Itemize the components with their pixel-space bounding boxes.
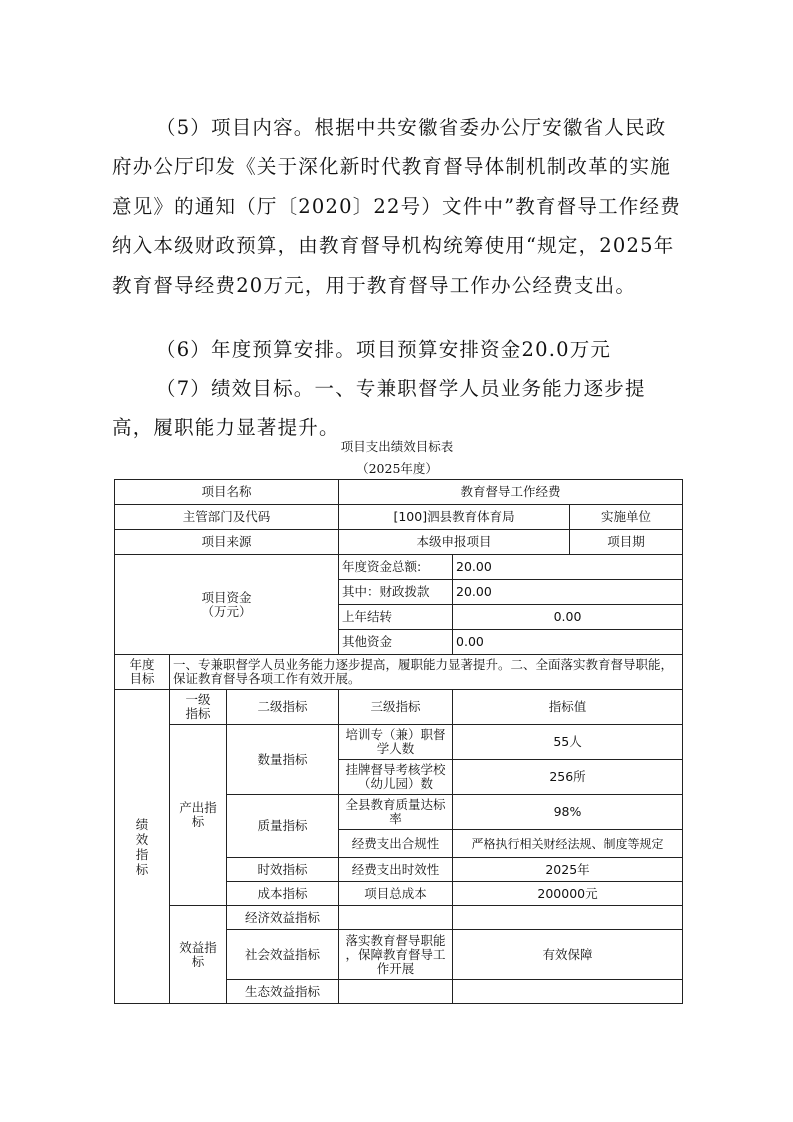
header-level3: 三级指标: [339, 690, 453, 725]
source-label: 项目来源: [115, 530, 339, 555]
economic-benefit-label: 经济效益指标: [227, 906, 339, 930]
funds-label: 项目资金 （万元）: [115, 555, 339, 655]
funds-total-value: 20.00: [453, 555, 683, 580]
social-benefit-label: 社会效益指标: [227, 930, 339, 980]
t1-value: 2025年: [453, 858, 683, 882]
annual-goal-text: 一、专兼职督学人员业务能力逐步提高，履职能力显著提升。二、全面落实教育督导职能，保证教育督导各项工作有效开展。: [170, 655, 683, 690]
funds-carryover-label: 上年结转: [339, 605, 453, 630]
table-row: [115, 906, 683, 930]
funds-fiscal-label: 其中：财政拨款: [339, 580, 453, 605]
ql2-name: 经费支出合规性: [339, 830, 453, 858]
header-level1: 一级 指标: [170, 690, 227, 725]
impl-unit-label: 实施单位: [570, 505, 683, 530]
dept-label: 主管部门及代码: [115, 505, 339, 530]
econ-empty: [339, 906, 453, 930]
s1-name: 落实教育督导职能 ，保障教育督导工 作开展: [339, 930, 453, 980]
table-subtitle: （2025年度）: [356, 461, 438, 476]
dept-value: [100]泗县教育体育局: [339, 505, 570, 530]
funds-total-label: 年度资金总额:: [339, 555, 453, 580]
s1-value: 有效保障: [453, 930, 683, 980]
table-row: [115, 655, 683, 690]
table-row: [115, 480, 683, 505]
econ-value-empty: [453, 906, 683, 930]
project-name-value: 教育督导工作经费: [339, 480, 683, 505]
c1-value: 200000元: [453, 882, 683, 906]
funds-carryover-value: 0.00: [453, 605, 683, 630]
indicator-group-cell: [115, 690, 170, 1004]
ql2-value: 严格执行相关财经法规、制度等规定: [453, 830, 683, 858]
cost-indicator-label: 成本指标: [227, 882, 339, 906]
q1-name: 培训专（兼）职督 学人数: [339, 725, 453, 760]
output-indicator-label: 产出指 标: [170, 725, 227, 906]
table-row: [115, 530, 683, 555]
paragraph-performance-goal: （7）绩效目标。一、专兼职督学人员业务能力逐步提高，履职能力显著提升。: [112, 377, 646, 440]
funds-other-label: 其他资金: [339, 630, 453, 655]
project-name-label: 项目名称: [115, 480, 339, 505]
header-level2: 二级指标: [227, 690, 339, 725]
ql1-name: 全县教育质量达标 率: [339, 795, 453, 830]
ql1-value: 98%: [453, 795, 683, 830]
paragraph-annual-budget: （6）年度预算安排。项目预算安排资金20.0万元: [156, 338, 612, 361]
table-row: [115, 725, 683, 760]
performance-target-table: [114, 479, 683, 1004]
indicator-group-label: 绩效指标: [135, 816, 149, 877]
table-row: [115, 505, 683, 530]
quantity-indicator-label: 数量指标: [227, 725, 339, 795]
table-title: 项目支出绩效目标表: [340, 439, 454, 454]
q2-name: 挂牌督导考核学校 （幼儿园）数: [339, 760, 453, 795]
benefit-indicator-label: 效益指 标: [170, 906, 227, 1004]
table-row: [115, 690, 683, 725]
source-value: 本级申报项目: [339, 530, 570, 555]
table-row: [115, 555, 683, 580]
paragraph-project-content: （5）项目内容。根据中共安徽省委办公厅安徽省人民政府办公厅印发《关于深化新时代教育督导体制机制改革的实施意见》的通知（厅〔2020〕22号）文件中”教育督导工作经费纳入本级财政预算，由教育督导机构统筹使用“规定，2025年教育督导经费20万元，用于教育督导工作办公经费支出。: [112, 116, 681, 297]
header-value: 指标值: [453, 690, 683, 725]
period-label: 项目期: [570, 530, 683, 555]
timeliness-indicator-label: 时效指标: [227, 858, 339, 882]
quality-indicator-label: 质量指标: [227, 795, 339, 858]
q1-value: 55人: [453, 725, 683, 760]
funds-fiscal-value: 20.00: [453, 580, 683, 605]
t1-name: 经费支出时效性: [339, 858, 453, 882]
c1-name: 项目总成本: [339, 882, 453, 906]
annual-goal-label: 年度 目标: [115, 655, 170, 690]
ecological-benefit-label: 生态效益指标: [227, 980, 339, 1004]
eco-empty: [339, 980, 453, 1004]
q2-value: 256所: [453, 760, 683, 795]
eco-value-empty: [453, 980, 683, 1004]
funds-other-value: 0.00: [453, 630, 683, 655]
